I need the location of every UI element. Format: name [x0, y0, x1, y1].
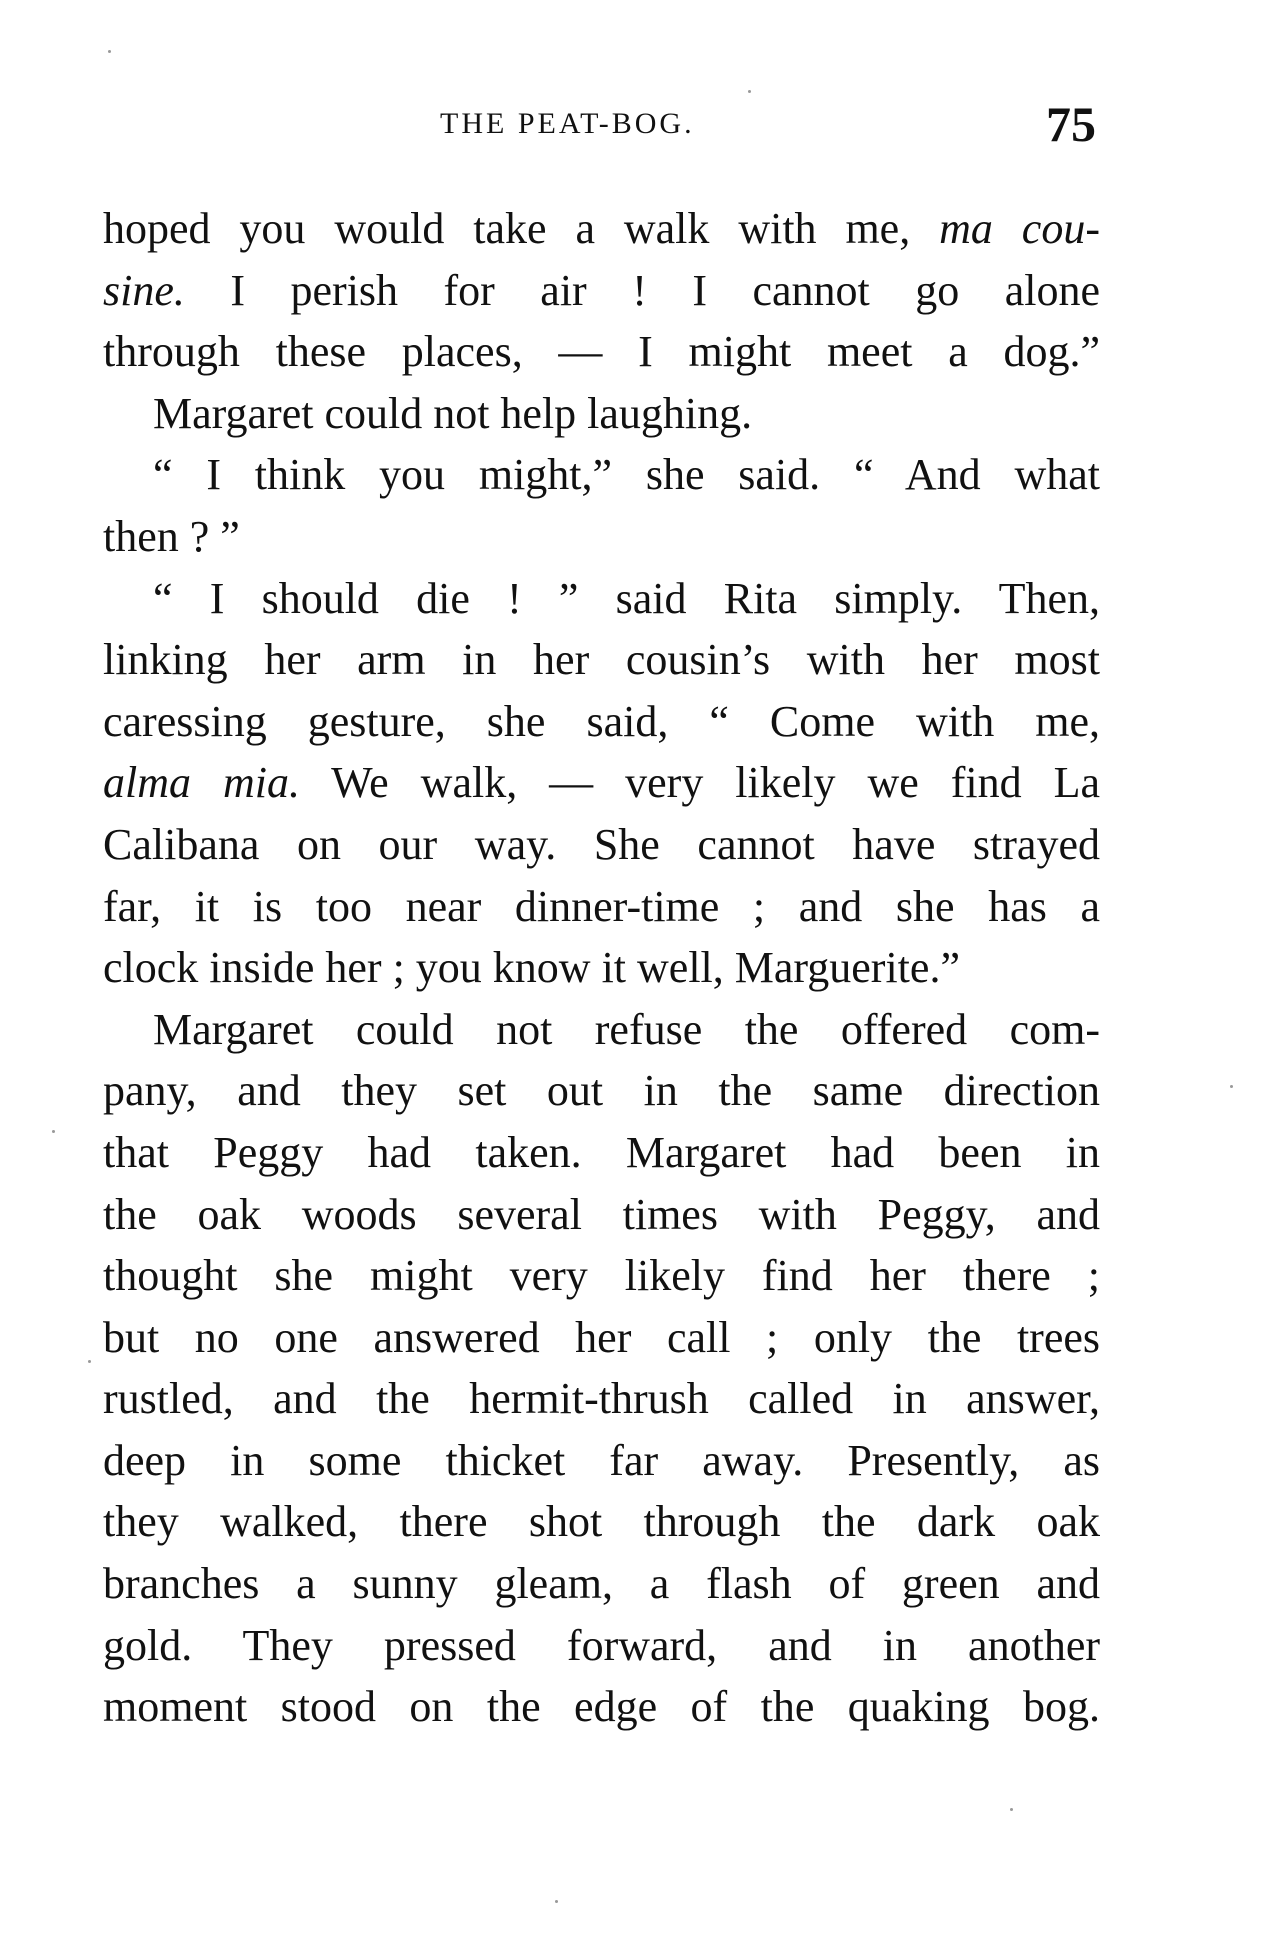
text-line	[103, 568, 1100, 630]
running-title: THE PEAT-BOG.	[440, 107, 695, 140]
text-line	[103, 1184, 1100, 1246]
page-number: 75	[1046, 96, 1096, 152]
scan-speck	[52, 1130, 55, 1133]
text-run: branches a sunny gleam, a flash of green and	[103, 1559, 1100, 1609]
text-line	[103, 1676, 1100, 1738]
text-run: moment stood on the edge of the quaking bog.	[103, 1682, 1100, 1732]
text-run: gold. They pressed forward, and in another	[103, 1620, 1100, 1670]
scan-speck	[88, 1360, 91, 1363]
text-line	[103, 383, 1100, 445]
text-line	[103, 321, 1100, 383]
scan-speck	[1010, 1808, 1013, 1811]
italic-phrase: sine.	[103, 265, 185, 315]
text-run: Margaret could not refuse the offered com-	[153, 1004, 1100, 1054]
text-line	[103, 198, 1100, 260]
text-run: then ? ”	[103, 511, 240, 561]
text-line	[103, 1430, 1100, 1492]
text-line	[103, 444, 1100, 506]
text-run: pany, and they set out in the same direction	[103, 1066, 1100, 1116]
text-line	[103, 1245, 1100, 1307]
text-run: the oak woods several times with Peggy, and	[103, 1189, 1100, 1239]
text-line	[103, 1060, 1100, 1122]
scan-speck	[108, 50, 111, 53]
text-run: Margaret could not help laughing.	[153, 388, 753, 438]
text-line	[103, 1491, 1100, 1553]
text-line	[103, 629, 1100, 691]
text-line	[103, 1122, 1100, 1184]
text-run: I perish for air ! I cannot go alone	[184, 265, 1100, 315]
text-line	[103, 691, 1100, 753]
text-line	[103, 999, 1100, 1061]
running-head	[0, 95, 1281, 155]
text-run: but no one answered her call ; only the trees	[103, 1312, 1100, 1362]
text-run: Calibana on our way. She cannot have strayed	[103, 819, 1100, 869]
text-line	[103, 1307, 1100, 1369]
text-run: rustled, and the hermit-thrush called in answer,	[103, 1374, 1100, 1424]
italic-phrase: alma mia.	[103, 758, 300, 808]
text-run: “ I think you might,” she said. “ And what	[153, 450, 1100, 500]
text-run: We walk, — very likely we find La	[299, 758, 1101, 808]
scan-speck	[1230, 1085, 1233, 1088]
italic-phrase: ma cou-	[939, 204, 1100, 253]
text-line	[103, 814, 1100, 876]
text-line	[103, 1368, 1100, 1430]
scan-speck	[748, 90, 751, 93]
text-line	[103, 752, 1100, 814]
text-run: far, it is too near dinner-time ; and she has a	[103, 881, 1100, 931]
text-run: clock inside her ; you know it well, Marguerite.”	[103, 943, 960, 993]
text-line	[103, 260, 1100, 322]
text-run: deep in some thicket far away. Presently, as	[103, 1435, 1100, 1485]
text-run: caressing gesture, she said, “ Come with me,	[103, 696, 1100, 746]
text-run: they walked, there shot through the dark oak	[103, 1497, 1100, 1547]
text-line	[103, 1553, 1100, 1615]
text-run: hoped you would take a walk with me,	[103, 204, 940, 253]
text-line	[103, 937, 1100, 999]
text-run: thought she might very likely find her there ;	[103, 1251, 1100, 1301]
text-line	[103, 506, 1100, 568]
text-run: “ I should die ! ” said Rita simply. Then,	[153, 573, 1100, 623]
scan-speck	[555, 1900, 558, 1903]
text-run: that Peggy had taken. Margaret had been in	[103, 1127, 1100, 1177]
text-line	[103, 876, 1100, 938]
text-line	[103, 1615, 1100, 1677]
text-run: linking her arm in her cousin’s with her most	[103, 635, 1100, 685]
body-text	[103, 198, 1100, 1738]
text-run: through these places, — I might meet a dog.”	[103, 327, 1100, 377]
